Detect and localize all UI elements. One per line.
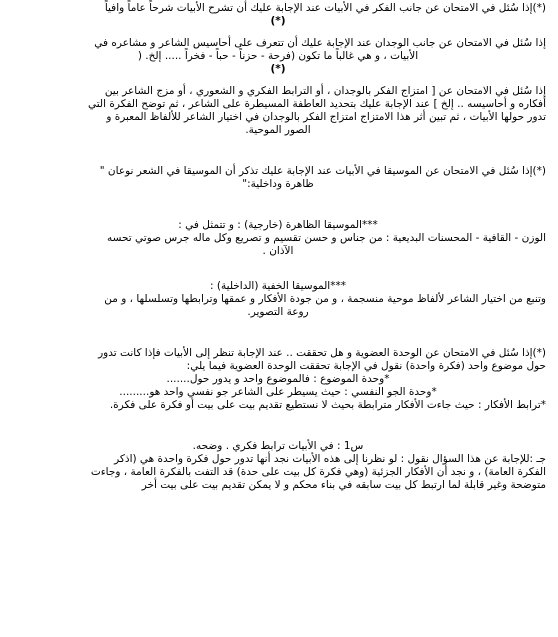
question-heading: س1 : في الأبيات ترابط فكري . وضحه. bbox=[192, 440, 364, 452]
spacer bbox=[10, 137, 546, 165]
separator-star: (*) bbox=[270, 15, 286, 27]
section-blending-line-4: الصور الموحية. bbox=[245, 124, 311, 136]
section-emotion bbox=[10, 37, 546, 76]
answer-line-4: متوضحة وغير قابلة لما ارتبط كل بيت سابقه في بناء محكم و لا يمكن تقديم بيت على بيت أخر bbox=[141, 479, 546, 491]
section-thought-line-1: (*)إذا سُئل في الامتحان عن جانب الفكر في الأبيات عند الإجابة عليك أن تشرح الأبيات شرحاً عاماً وافياً bbox=[104, 2, 546, 14]
answer-line-2: جـ :للإجابة عن هذا السؤال نقول : لو نظرنا إلى هذه الأبيات نجد أنها تدور حول فكرة واحدة هي (اذكر bbox=[114, 453, 546, 465]
section-music-line-1: (*)إذا سُئل في الامتحان عن الموسيقا في الأبيات عند الإجابة عليك تذكر أن الموسيقا في الشعر نوعان " bbox=[99, 165, 546, 177]
spacer bbox=[10, 412, 546, 440]
answer-line-3: الفكرة العامة) ، و نجد أن الأفكار الجزئية (وهي فكرة كل بيت على حدة) قد التفت بالفكرة العامة ، وجاءت bbox=[90, 466, 546, 478]
section-question bbox=[10, 440, 546, 492]
spacer bbox=[10, 258, 546, 280]
spacer bbox=[10, 319, 546, 347]
section-blending-line-3: تدور حولها الأبيات ، ثم تبين أثر هذا الامتزاج امتزاج الفكر بالوجدان في اختيار الشاعر للألفاظ المعبرة و bbox=[106, 111, 546, 123]
section-music bbox=[10, 165, 546, 191]
spacer bbox=[10, 191, 546, 219]
section-blending-line-1: إذا سُئل في الامتحان عن [ امتزاج الفكر بالوجدان ، أو الترابط الفكري و الشعوري ، أو مزج الشاعر بين bbox=[104, 85, 546, 97]
section-music-line-2: ظاهرة وداخلية:" bbox=[242, 178, 314, 190]
section-emotion-line-1: إذا سُئل في الامتحان عن جانب الوجدان عند الإجابة عليك أن تتعرف على أحاسيس الشاعر و مشاعره في bbox=[94, 37, 546, 49]
organic-unity-line-4: *وحدة الجو النفسي : حيث يسيطر على الشاعر جو نفسي واحد هو......... bbox=[119, 386, 437, 398]
section-internal-music bbox=[10, 280, 546, 319]
organic-unity-line-3: *وحدة الموضوع : فالموضوع واحد و يدور حول....... bbox=[166, 373, 390, 385]
organic-unity-line-2: حول موضوع واحد (فكرة واحدة) نقول في الإجابة تحققت الوحدة العضوية فيما يلي: bbox=[186, 360, 546, 372]
spacer bbox=[10, 76, 546, 85]
internal-music-line-3: روعة التصوير. bbox=[247, 306, 309, 318]
section-external-music bbox=[10, 219, 546, 258]
section-blending bbox=[10, 85, 546, 137]
external-music-line-2: الوزن - القافية - المحسنات البديعية : من جناس و حسن تقسيم و تصريع وكل ماله جرس صوتي تحسه bbox=[107, 232, 546, 244]
organic-unity-line-5: *ترابط الأفكار : حيث جاءت الأفكار مترابطة بحيث لا نستطيع تقديم بيت على بيت أو فكرة على فكرة. bbox=[109, 399, 546, 411]
internal-music-heading: ***الموسيقا الخفية (الداخلية) : bbox=[210, 280, 346, 292]
separator-star: (*) bbox=[270, 63, 286, 75]
section-thought bbox=[10, 2, 546, 28]
organic-unity-line-1: (*)إذا سُئل في الامتحان عن الوحدة العضوية و هل تحققت .. عند الإجابة تنظر إلى الأبيات فإذا كانت تدور bbox=[98, 347, 546, 359]
section-blending-line-2: أفكاره و أحاسيسه .. إلخ ] عند الإجابة عليك بتحديد العاطفة المسيطرة على الشاعر ، ثم توضح الفكرة التي bbox=[88, 98, 546, 110]
section-emotion-line-2: الأبيات ، و هي غالباً ما تكون (فرحة - حزناً - حباً - فخراً ..... إلخ. ( bbox=[137, 50, 419, 62]
spacer bbox=[10, 28, 546, 37]
external-music-line-3: الآذان . bbox=[262, 245, 294, 257]
section-organic-unity bbox=[10, 347, 546, 412]
internal-music-line-2: وتنبع من اختيار الشاعر لألفاظ موحية منسجمة ، و من جودة الأفكار و عمقها وترابطها وتسلسلها ، و من bbox=[104, 293, 546, 305]
external-music-heading: ***الموسيقا الظاهرة (خارجية) : و تتمثل في : bbox=[178, 219, 378, 231]
